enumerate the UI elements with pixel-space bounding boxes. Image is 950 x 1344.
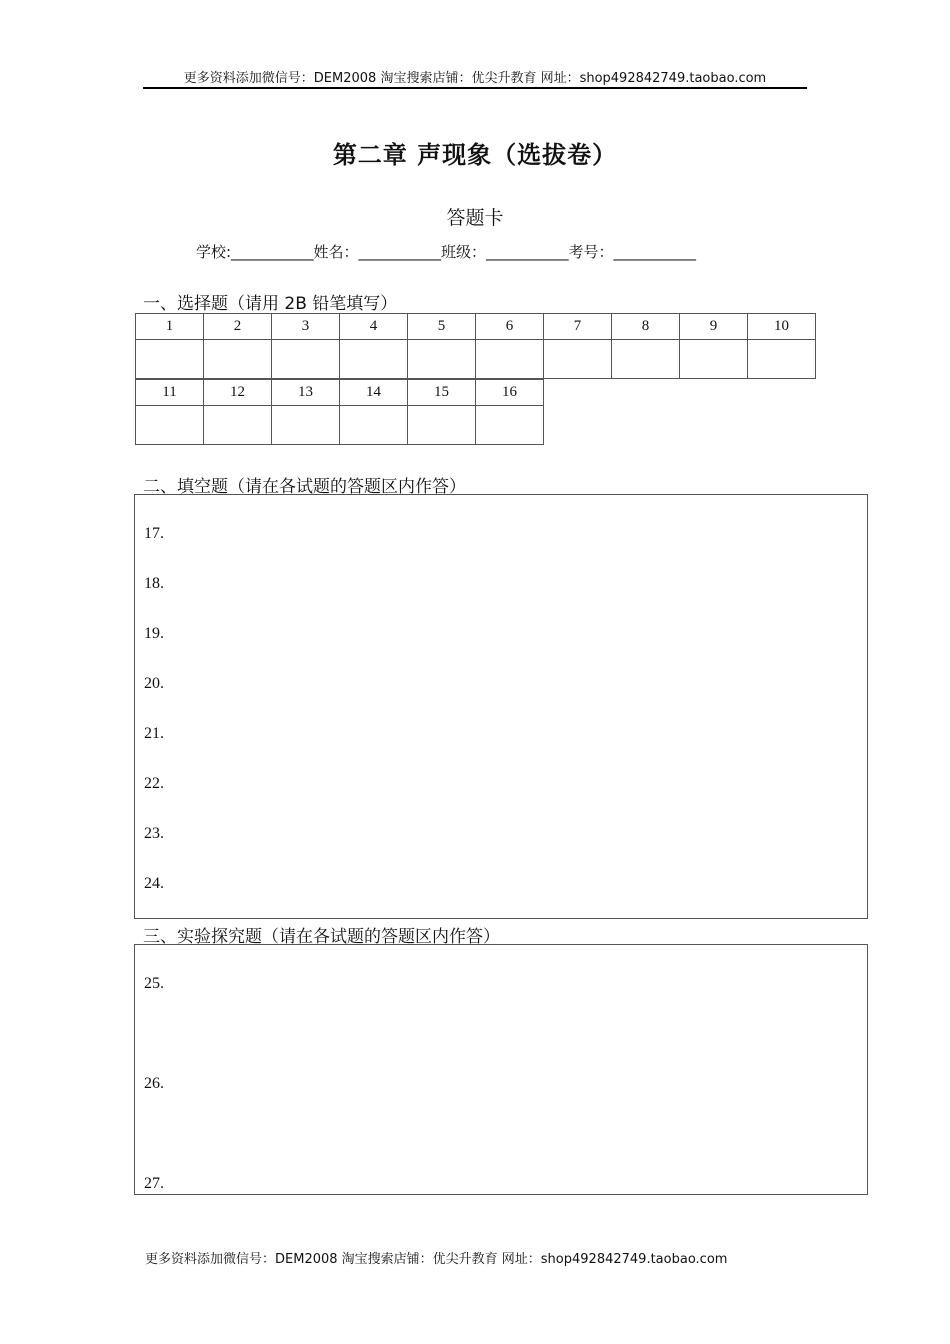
fill-answer-area[interactable] (134, 494, 868, 919)
question-number: 15 (408, 380, 476, 406)
page-subtitle: 答题卡 (446, 207, 504, 229)
question-label: 27. (144, 1175, 164, 1192)
question-label: 26. (144, 1075, 164, 1092)
question-number: 7 (544, 314, 612, 340)
question-label: 18. (144, 575, 164, 592)
question-label: 22. (144, 775, 164, 792)
header-divider (143, 87, 807, 89)
answer-cell[interactable] (476, 406, 544, 445)
question-number: 6 (476, 314, 544, 340)
answer-cell[interactable] (680, 340, 748, 379)
question-label: 20. (144, 675, 164, 692)
answer-cell[interactable] (136, 406, 204, 445)
answer-cell[interactable] (612, 340, 680, 379)
page-title: 第二章 声现象（选拔卷） (332, 141, 618, 169)
answer-cell[interactable] (408, 340, 476, 379)
question-number: 14 (340, 380, 408, 406)
question-label: 21. (144, 725, 164, 742)
student-info-line: 学校:___________姓名：___________班级：___________考号：___________ (196, 243, 697, 261)
answer-cell[interactable] (408, 406, 476, 445)
question-number: 12 (204, 380, 272, 406)
question-number: 2 (204, 314, 272, 340)
choice-answer-grid-row2 (135, 379, 544, 445)
experiment-section-heading: 三、实验探究题（请在各试题的答题区内作答） (143, 927, 500, 947)
question-number: 4 (340, 314, 408, 340)
answer-cell[interactable] (136, 340, 204, 379)
answer-cell[interactable] (272, 406, 340, 445)
question-number: 5 (408, 314, 476, 340)
page-footer: 更多资料添加微信号：DEM2008 淘宝搜索店铺：优尖升教育 网址：shop492842749.taobao.com (145, 1252, 728, 1267)
question-number: 3 (272, 314, 340, 340)
question-number: 13 (272, 380, 340, 406)
page-header: 更多资料添加微信号：DEM2008 淘宝搜索店铺：优尖升教育 网址：shop492842749.taobao.com (183, 71, 767, 86)
question-number: 11 (136, 380, 204, 406)
choice-answer-grid-row1 (135, 313, 816, 379)
answer-cell[interactable] (340, 406, 408, 445)
question-label: 17. (144, 525, 164, 542)
answer-cell[interactable] (544, 340, 612, 379)
answer-cell[interactable] (340, 340, 408, 379)
answer-cell[interactable] (748, 340, 816, 379)
question-label: 25. (144, 975, 164, 992)
question-number: 10 (748, 314, 816, 340)
answer-cell[interactable] (204, 340, 272, 379)
experiment-answer-area[interactable] (134, 944, 868, 1195)
question-number: 1 (136, 314, 204, 340)
choice-section-heading: 一、选择题（请用 2B 铅笔填写） (143, 294, 398, 314)
question-number: 16 (476, 380, 544, 406)
question-label: 23. (144, 825, 164, 842)
question-label: 24. (144, 875, 164, 892)
question-number: 9 (680, 314, 748, 340)
question-label: 19. (144, 625, 164, 642)
answer-cell[interactable] (204, 406, 272, 445)
question-number: 8 (612, 314, 680, 340)
answer-cell[interactable] (272, 340, 340, 379)
fill-section-heading: 二、填空题（请在各试题的答题区内作答） (143, 477, 466, 497)
answer-cell[interactable] (476, 340, 544, 379)
